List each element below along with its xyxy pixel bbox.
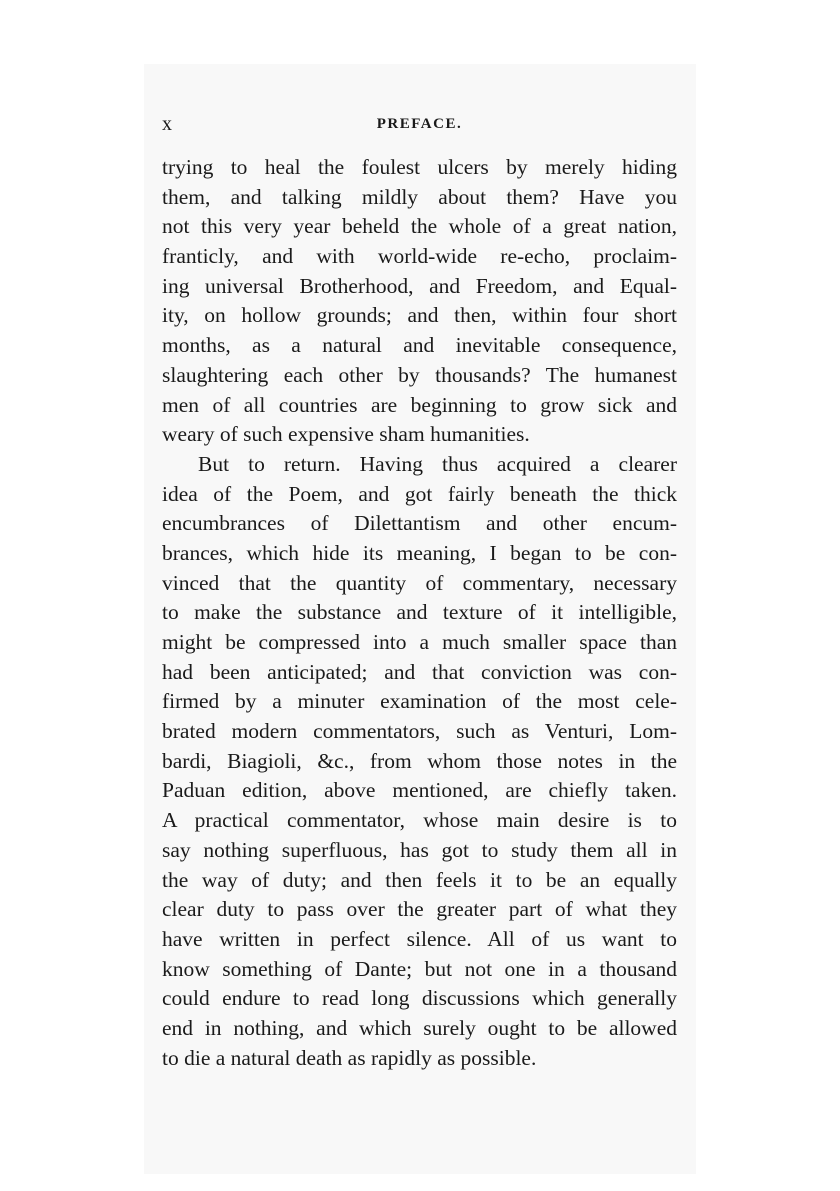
text-line: brated modern commentators, such as Venturi, Lom- [162, 719, 677, 744]
text-line: franticly, and with world-wide re-echo, proclaim- [162, 244, 677, 269]
text-line: ity, on hollow grounds; and then, within four short [162, 303, 677, 328]
text-line: firmed by a minuter examination of the most cele- [162, 689, 677, 714]
text-line: bardi, Biagioli, &c., from whom those notes in the [162, 748, 677, 773]
paragraph-1 [162, 153, 677, 450]
page-number: x [162, 113, 172, 135]
text-line: might be compressed into a much smaller space than [162, 630, 677, 654]
text-line: encumbrances of Dilettantism and other encum- [162, 511, 677, 536]
text-line: A practical commentator, whose main desire is to [162, 808, 677, 833]
text-line: could endure to read long discussions which generally [162, 986, 677, 1011]
page-header [162, 112, 677, 136]
text-line: weary of such expensive sham humanities. [162, 422, 530, 447]
text-line: know something of Dante; but not one in a thousand [162, 956, 677, 981]
text-line: brances, which hide its meaning, I began to be con- [162, 540, 677, 565]
text-line: vinced that the quantity of commentary, necessary [162, 570, 677, 595]
text-line: the way of duty; and then feels it to be an equally [162, 867, 677, 892]
text-line: But to return. Having thus acquired a clearer [198, 451, 677, 476]
text-line: have written in perfect silence. All of us want to [162, 926, 677, 951]
text-line: not this very year beheld the whole of a great nation, [162, 214, 677, 239]
text-line: idea of the Poem, and got fairly beneath the thick [162, 481, 677, 506]
text-line: them, and talking mildly about them? Have you [162, 184, 677, 209]
paragraph-2 [162, 450, 677, 1073]
text-line: clear duty to pass over the greater part of what they [162, 897, 677, 922]
text-line: trying to heal the foulest ulcers by merely hiding [162, 155, 677, 179]
running-title: PREFACE. [376, 116, 463, 132]
text-line: ing universal Brotherhood, and Freedom, and Equal- [162, 273, 677, 298]
text-line: months, as a natural and inevitable consequence, [162, 333, 677, 358]
text-line: Paduan edition, above mentioned, are chiefly taken. [162, 778, 677, 803]
text-line: end in nothing, and which surely ought to be allowed [162, 1015, 677, 1040]
text-line: to make the substance and texture of it intelligible, [162, 600, 677, 625]
text-line: to die a natural death as rapidly as possible. [162, 1045, 537, 1070]
text-line: say nothing superfluous, has got to study them all in [162, 837, 677, 862]
body-text [162, 153, 677, 1073]
text-line: men of all countries are beginning to grow sick and [162, 392, 677, 417]
text-line: slaughtering each other by thousands? The humanest [162, 362, 677, 387]
text-line: had been anticipated; and that conviction was con- [162, 659, 677, 684]
